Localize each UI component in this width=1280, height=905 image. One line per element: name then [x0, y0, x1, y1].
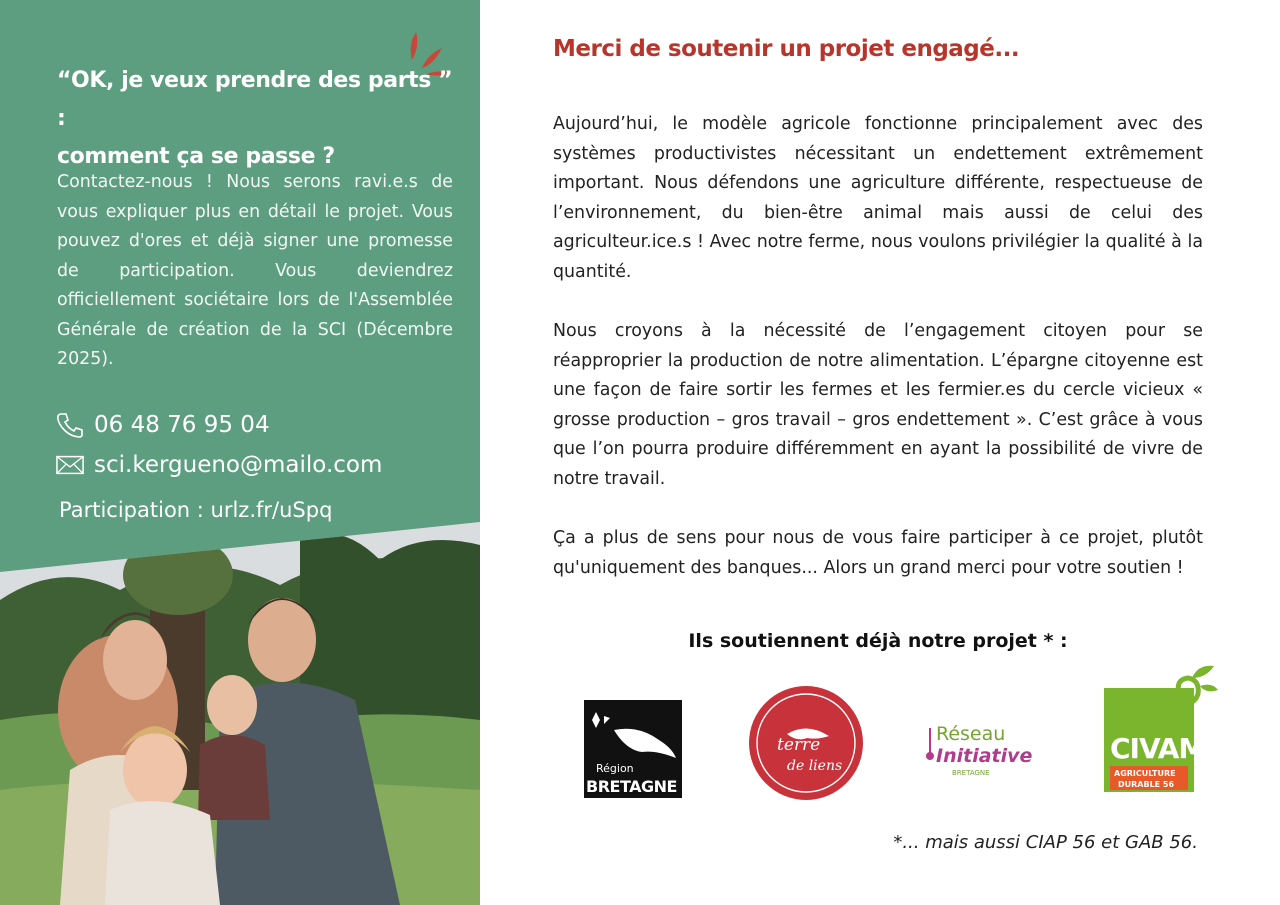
- paragraph-1: Aujourd’hui, le modèle agricole fonctionne principalement avec des systèmes productivistes nécessitant un endettement extrêmement important. Nous défendons une agriculture différente, respectueuse de l’environnement, du bien-être animal mais aussi de celui des agriculteur.ice.s ! Avec notre ferme, nous voulons privilégier la qualité à la quantité.: [553, 114, 1203, 282]
- email-contact[interactable]: [56, 452, 382, 478]
- civam-logo-line2: AGRICULTURE: [1114, 769, 1176, 778]
- civam-logo-line3: DURABLE 56: [1118, 780, 1175, 789]
- civam-logo: [1102, 660, 1220, 792]
- phone-number[interactable]: 06 48 76 95 04: [94, 412, 270, 438]
- paragraph-3: Ça a plus de sens pour nous de vous faire participer à ce projet, plutôt qu'uniquement des banques... Alors un grand merci pour votre soutien !: [553, 528, 1203, 578]
- left-title-line2: comment ça se passe ?: [57, 144, 335, 169]
- reseau-initiative-logo: [922, 716, 1052, 780]
- supporters-title: Ils soutiennent déjà notre projet * :: [688, 630, 1068, 652]
- footnote: *... mais aussi CIAP 56 et GAB 56.: [893, 832, 1198, 853]
- civam-logo-line1: CIVAM: [1110, 732, 1206, 765]
- reseau-logo-line1: Réseau: [936, 723, 1006, 745]
- region-logo-line1: Région: [596, 762, 634, 775]
- phone-contact[interactable]: [56, 412, 270, 438]
- terre-logo-line1: terre: [777, 735, 821, 755]
- left-body-text: Contactez-nous ! Nous serons ravi.e.s de vous expliquer plus en détail le projet. Vous pouvez d'ores et déjà signer une promesse de participation. Vous deviendrez officiellement sociétaire lors de l'Assemblée Générale de création de la SCI (Décembre 2025).: [57, 172, 453, 369]
- participation-link[interactable]: Participation : urlz.fr/uSpq: [59, 498, 333, 522]
- right-title: Merci de soutenir un projet engagé...: [553, 36, 1020, 62]
- left-title: [57, 62, 457, 176]
- region-bretagne-logo: [584, 700, 682, 798]
- terre-logo-line2: de liens: [787, 758, 843, 774]
- left-title-line1: “OK, je veux prendre des parts ” :: [57, 68, 453, 131]
- envelope-icon: [56, 452, 84, 478]
- paragraph-2: Nous croyons à la nécessité de l’engagement citoyen pour se réapproprier la production de notre alimentation. L’épargne citoyenne est une façon de faire sortir les fermes et les fermier.es du cercle vicieux « grosse production – gros travail – gros endettement ». C’est grâce à vous que l’on pourra produire différemment en ayant la possibilité de vivre de notre travail.: [553, 321, 1203, 489]
- left-panel: [0, 0, 480, 905]
- terre-de-liens-logo: [747, 684, 865, 802]
- region-logo-line2: BRETAGNE: [586, 777, 677, 796]
- email-address[interactable]: sci.kergueno@mailo.com: [94, 452, 383, 478]
- phone-icon: [56, 412, 84, 438]
- reseau-logo-line2: Initiative: [936, 745, 1033, 767]
- reseau-logo-line3: BRETAGNE: [952, 769, 990, 777]
